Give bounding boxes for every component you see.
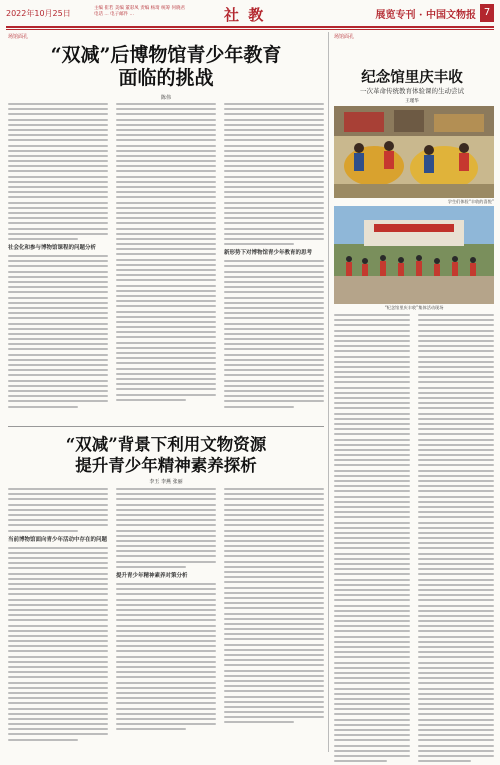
article3-column2	[418, 314, 494, 765]
article1-title-line2: 面临的挑战	[118, 67, 214, 89]
section-title: 社 教	[224, 6, 266, 24]
article3-title: 纪念馆里庆丰收	[361, 69, 463, 86]
article1-subhead2: 新形势下对博物馆青少年教育的思考	[224, 250, 313, 257]
issue-date: 2022年10月25日	[6, 9, 71, 18]
article2-title	[8, 434, 324, 476]
photo-event-scene-image	[334, 206, 494, 304]
staff-credits-line1: 主编 崔若 美编 董彩凤 责编 杨琦 统筹 何晓君	[94, 6, 186, 11]
article2-subhead1: 当前博物馆面向青少年活动中存在的问题	[8, 536, 108, 543]
article1-column3	[224, 103, 324, 411]
right-column-label: 场馆面孔	[334, 34, 355, 40]
article3-subtitle: 一次革命传统教育体验课的生动尝试	[360, 87, 464, 95]
article1-column1	[8, 103, 108, 411]
article2-author: 李玉 李燕 张丽	[149, 479, 183, 485]
article1-column2	[116, 103, 216, 404]
photo-students-harvest	[334, 106, 494, 198]
article2-column2	[116, 488, 216, 733]
page-number: 7	[480, 4, 494, 22]
article2-column3	[224, 488, 324, 727]
article1-author: 陈伟	[160, 95, 171, 101]
page-header	[6, 4, 494, 28]
photo-caption-2: “纪念馆里庆丰收”集体活动现场	[384, 305, 444, 310]
staff-credits-line2: 电话 ... 电子邮件 ...	[94, 12, 134, 17]
article1-title	[8, 44, 324, 90]
article3-author: 王瑾华	[405, 99, 419, 104]
header-rule	[6, 29, 494, 30]
photo-event-scene	[334, 206, 494, 304]
article2-title-line2: 提升青少年精神素养探析	[75, 456, 257, 475]
left-column-label: 场馆面孔	[8, 34, 29, 40]
photo-caption-1: 学生们体验“丰收的喜悦”	[447, 199, 494, 204]
article1-subhead1: 社会化和参与博物馆课程的问题分析	[8, 245, 97, 252]
article3-column1	[334, 314, 410, 765]
article-separator	[8, 426, 324, 427]
photo-students-harvest-image	[334, 106, 494, 198]
paper-name: 展览专刊 · 中国文物报	[375, 10, 476, 21]
article2-column1	[8, 488, 108, 744]
article2-subhead2: 提升青少年精神素养对策分析	[116, 573, 188, 579]
article1-title-line1: “双减”后博物馆青少年教育	[50, 44, 282, 66]
article2-title-line1: “双减”背景下利用文物资源	[65, 435, 267, 454]
staff-credits	[94, 6, 185, 18]
column-divider	[328, 32, 329, 752]
